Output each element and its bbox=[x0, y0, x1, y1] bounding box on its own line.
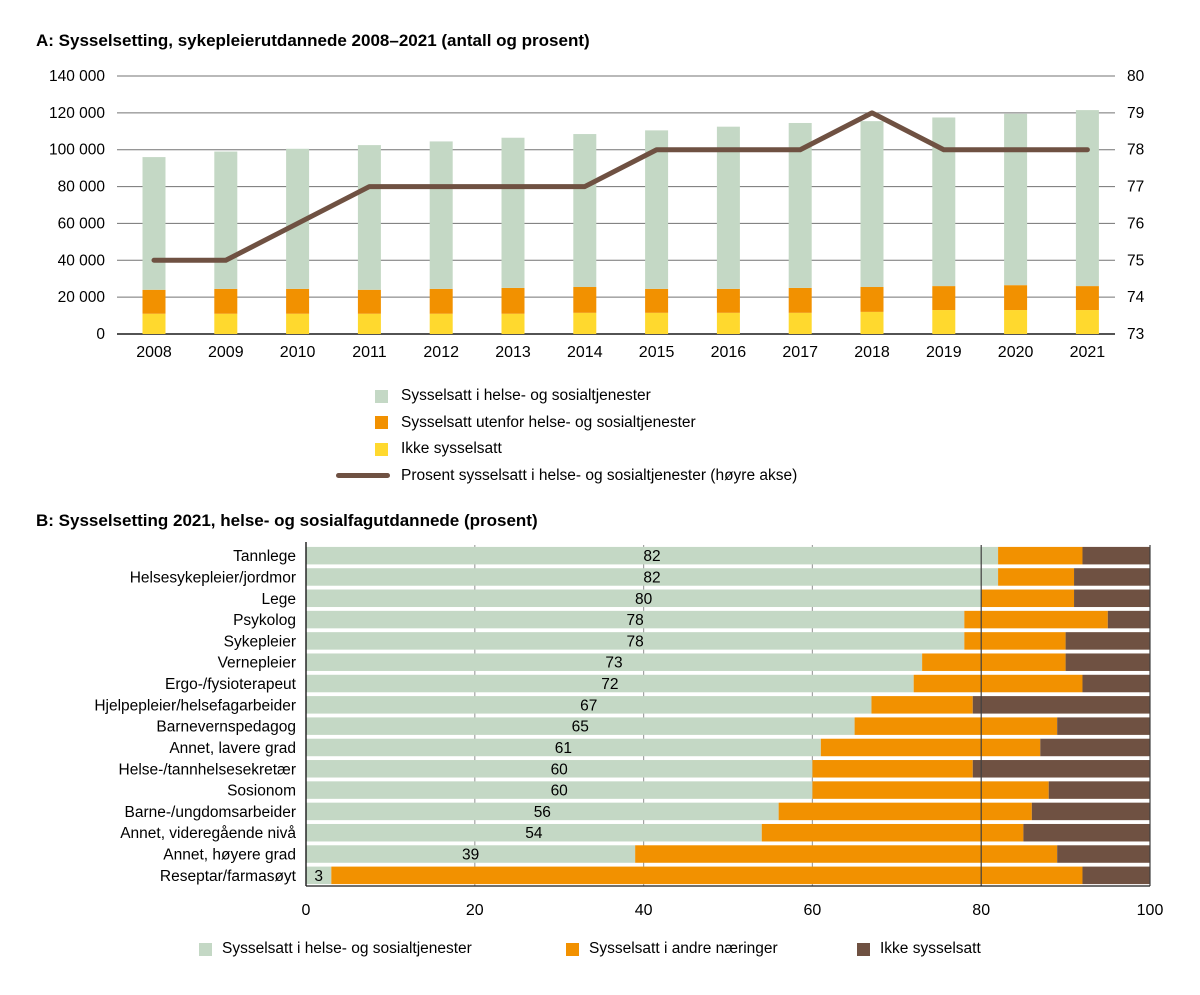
stacked-bar-segment bbox=[973, 696, 1150, 714]
stacked-bar-segment bbox=[331, 867, 1082, 885]
stacked-bar-segment bbox=[358, 145, 381, 290]
stacked-bar-segment bbox=[861, 121, 884, 287]
svg-text:60: 60 bbox=[550, 761, 568, 779]
svg-text:54: 54 bbox=[525, 825, 543, 843]
stacked-bar-segment bbox=[214, 289, 237, 314]
svg-text:80: 80 bbox=[1127, 68, 1145, 85]
svg-text:2016: 2016 bbox=[710, 344, 747, 361]
stacked-bar-segment bbox=[502, 138, 525, 288]
stacked-bar-segment bbox=[821, 739, 1040, 757]
stacked-bar-segment bbox=[1082, 867, 1150, 885]
stacked-bar-segment bbox=[1074, 590, 1150, 608]
svg-text:20: 20 bbox=[465, 902, 484, 919]
svg-text:2020: 2020 bbox=[997, 344, 1034, 361]
stacked-bar-segment bbox=[998, 568, 1074, 586]
stacked-bar-segment bbox=[932, 310, 955, 334]
stacked-bar-segment bbox=[573, 134, 596, 287]
chart-a-bars bbox=[143, 110, 1099, 334]
stacked-bar-segment bbox=[981, 590, 1074, 608]
svg-text:2011: 2011 bbox=[352, 344, 387, 361]
stacked-bar-segment bbox=[861, 287, 884, 312]
svg-text:Sykepleier: Sykepleier bbox=[223, 633, 296, 651]
chart-b-plot bbox=[94, 542, 1163, 919]
stacked-bar-segment bbox=[430, 141, 453, 288]
svg-text:78: 78 bbox=[1127, 141, 1145, 159]
stacked-bar-segment bbox=[1076, 110, 1099, 286]
legend-item bbox=[336, 463, 797, 490]
stacked-bar-segment bbox=[502, 314, 525, 334]
svg-text:2021: 2021 bbox=[1069, 344, 1106, 361]
svg-text:73: 73 bbox=[605, 654, 623, 672]
svg-text:2009: 2009 bbox=[208, 344, 244, 361]
stacked-bar-segment bbox=[143, 157, 166, 290]
stacked-bar-segment bbox=[214, 314, 237, 334]
stacked-bar-segment bbox=[430, 314, 453, 334]
svg-text:0: 0 bbox=[301, 902, 311, 919]
legend-label: Sysselsatt utenfor helse- og sosialtjenester bbox=[401, 413, 696, 431]
svg-text:Annet, høyere grad: Annet, høyere grad bbox=[163, 846, 296, 864]
svg-text:140 000: 140 000 bbox=[48, 68, 105, 85]
stacked-bar-segment bbox=[1076, 310, 1099, 334]
svg-text:56: 56 bbox=[533, 803, 551, 821]
stacked-bar-segment bbox=[1066, 653, 1150, 671]
chart-b-legend bbox=[0, 938, 1200, 960]
yellow-square-swatch-icon bbox=[375, 443, 388, 456]
svg-text:Barnevernspedagog: Barnevernspedagog bbox=[156, 718, 296, 736]
svg-text:Annet, videregående nivå: Annet, videregående nivå bbox=[120, 825, 296, 843]
green-square-swatch-icon bbox=[375, 390, 388, 403]
svg-text:80: 80 bbox=[972, 902, 991, 919]
legend-label: Ikke sysselsatt bbox=[880, 940, 981, 957]
svg-text:100 000: 100 000 bbox=[48, 141, 105, 159]
stacked-bar-segment bbox=[812, 760, 972, 778]
stacked-bar-segment bbox=[1040, 739, 1150, 757]
svg-text:82: 82 bbox=[643, 548, 661, 566]
stacked-bar-segment bbox=[861, 312, 884, 334]
svg-text:67: 67 bbox=[580, 697, 598, 715]
svg-text:2017: 2017 bbox=[782, 344, 818, 361]
orange-square-swatch-icon bbox=[566, 943, 579, 956]
legend-label: Ikke sysselsatt bbox=[401, 440, 502, 458]
stacked-bar-segment bbox=[932, 117, 955, 286]
stacked-bar-segment bbox=[143, 290, 166, 314]
svg-text:Annet, lavere grad: Annet, lavere grad bbox=[169, 739, 296, 757]
legend-item bbox=[336, 383, 797, 410]
svg-text:82: 82 bbox=[643, 569, 661, 587]
stacked-bar-segment bbox=[914, 675, 1083, 693]
stacked-bar-segment bbox=[1004, 310, 1027, 334]
stacked-bar-segment bbox=[573, 287, 596, 313]
svg-text:60: 60 bbox=[550, 782, 568, 800]
svg-text:Reseptar/farmasøyt: Reseptar/farmasøyt bbox=[159, 867, 296, 885]
stacked-bar-segment bbox=[789, 313, 812, 334]
svg-text:39: 39 bbox=[461, 846, 480, 864]
stacked-bar-segment bbox=[717, 289, 740, 313]
svg-text:40: 40 bbox=[634, 902, 653, 919]
orange-square-swatch-icon bbox=[375, 416, 388, 429]
stacked-bar-segment bbox=[1004, 285, 1027, 310]
stacked-bar-segment bbox=[214, 152, 237, 289]
svg-text:Vernepleier: Vernepleier bbox=[217, 654, 296, 672]
stacked-bar-segment bbox=[286, 314, 309, 334]
stacked-bar-segment bbox=[932, 286, 955, 310]
svg-text:Sosionom: Sosionom bbox=[227, 782, 296, 800]
stacked-bar-segment bbox=[964, 632, 1065, 650]
chart-b-title: B: Sysselsetting 2021, helse- og sosialfagutdannede (prosent) bbox=[36, 511, 538, 530]
stacked-bar-segment bbox=[635, 845, 1057, 863]
svg-text:Helsesykepleier/jordmor: Helsesykepleier/jordmor bbox=[129, 569, 296, 587]
svg-text:0: 0 bbox=[96, 326, 105, 343]
stacked-bar-segment bbox=[812, 781, 1048, 799]
stacked-bar-segment bbox=[1076, 286, 1099, 310]
svg-text:74: 74 bbox=[1127, 289, 1145, 307]
stacked-bar-segment bbox=[286, 289, 309, 314]
chart-b-bars bbox=[306, 547, 1150, 884]
stacked-bar-segment bbox=[358, 290, 381, 314]
chart-a-gridlines bbox=[117, 76, 1115, 334]
svg-text:2018: 2018 bbox=[854, 344, 890, 361]
svg-text:72: 72 bbox=[601, 676, 619, 694]
svg-text:100: 100 bbox=[1136, 902, 1164, 919]
svg-text:Barne-/ungdomsarbeider: Barne-/ungdomsarbeider bbox=[124, 803, 296, 821]
brown-square-swatch-icon bbox=[857, 943, 870, 956]
green-square-swatch-icon bbox=[199, 943, 212, 956]
svg-text:2019: 2019 bbox=[926, 344, 962, 361]
stacked-bar-segment bbox=[922, 653, 1065, 671]
legend-label: Sysselsatt i helse- og sosialtjenester bbox=[222, 940, 472, 957]
stacked-bar-segment bbox=[789, 288, 812, 313]
svg-text:Lege: Lege bbox=[261, 590, 296, 608]
svg-text:Ergo-/fysioterapeut: Ergo-/fysioterapeut bbox=[165, 676, 296, 694]
brown-line-swatch-icon bbox=[336, 473, 390, 478]
stacked-bar-segment bbox=[1074, 568, 1150, 586]
svg-text:2010: 2010 bbox=[279, 344, 316, 361]
legend-label: Sysselsatt i helse- og sosialtjenester bbox=[401, 387, 651, 405]
svg-text:61: 61 bbox=[554, 739, 573, 757]
svg-text:77: 77 bbox=[1127, 178, 1145, 196]
chart-a-right-axis-labels bbox=[1127, 68, 1145, 343]
legend-label: Prosent sysselsatt i helse- og sosialtjenester (høyre akse) bbox=[401, 466, 798, 484]
chart-a-left-axis-labels bbox=[49, 68, 105, 343]
stacked-bar-segment bbox=[1032, 803, 1150, 821]
stacked-bar-segment bbox=[143, 314, 166, 334]
svg-text:78: 78 bbox=[626, 612, 644, 630]
svg-text:2013: 2013 bbox=[495, 344, 531, 361]
svg-text:2015: 2015 bbox=[638, 344, 675, 361]
stacked-bar-segment bbox=[779, 803, 1032, 821]
stacked-bar-segment bbox=[1057, 717, 1150, 735]
svg-text:2014: 2014 bbox=[567, 344, 603, 361]
svg-text:20 000: 20 000 bbox=[57, 289, 105, 307]
stacked-bar-segment bbox=[1049, 781, 1150, 799]
stacked-bar-segment bbox=[1023, 824, 1150, 842]
stacked-bar-segment bbox=[1004, 114, 1027, 285]
svg-text:2008: 2008 bbox=[136, 344, 172, 361]
stacked-bar-segment bbox=[762, 824, 1024, 842]
stacked-bar-segment bbox=[430, 289, 453, 314]
svg-text:60 000: 60 000 bbox=[57, 215, 105, 233]
stacked-bar-segment bbox=[717, 313, 740, 334]
svg-text:2012: 2012 bbox=[423, 344, 459, 361]
chart-a-title: A: Sysselsetting, sykepleierutdannede 2008–2021 (antall og prosent) bbox=[36, 31, 590, 50]
stacked-bar-segment bbox=[964, 611, 1107, 629]
stacked-bar-segment bbox=[871, 696, 972, 714]
chart-a-legend bbox=[336, 383, 797, 489]
svg-text:60: 60 bbox=[803, 902, 822, 919]
stacked-bar-segment bbox=[358, 314, 381, 334]
svg-text:75: 75 bbox=[1127, 252, 1145, 270]
stacked-bar-segment bbox=[1057, 845, 1150, 863]
stacked-bar-segment bbox=[1082, 547, 1150, 565]
svg-text:79: 79 bbox=[1127, 104, 1145, 122]
stacked-bar-segment bbox=[1108, 611, 1150, 629]
svg-text:80: 80 bbox=[634, 590, 653, 608]
chart-b-x-axis-labels bbox=[302, 902, 1164, 919]
legend-item bbox=[857, 938, 981, 960]
chart-a-plot bbox=[49, 68, 1145, 361]
chart-b-category-labels bbox=[94, 548, 296, 885]
stacked-bar-segment bbox=[855, 717, 1058, 735]
stacked-bar-segment bbox=[998, 547, 1082, 565]
svg-text:Hjelpepleier/helsefagarbeider: Hjelpepleier/helsefagarbeider bbox=[94, 697, 296, 715]
svg-text:120 000: 120 000 bbox=[48, 104, 105, 122]
svg-text:73: 73 bbox=[1127, 326, 1145, 343]
svg-text:Tannlege: Tannlege bbox=[233, 548, 296, 566]
svg-text:80 000: 80 000 bbox=[57, 178, 105, 196]
svg-text:Helse-/tannhelsesekretær: Helse-/tannhelsesekretær bbox=[118, 761, 296, 779]
stacked-bar-segment bbox=[573, 313, 596, 334]
stacked-bar-segment bbox=[645, 313, 668, 334]
svg-text:65: 65 bbox=[571, 718, 589, 736]
stacked-bar-segment bbox=[1066, 632, 1150, 650]
svg-text:Psykolog: Psykolog bbox=[233, 612, 296, 630]
stacked-bar-segment bbox=[645, 289, 668, 313]
legend-label: Sysselsatt i andre næringer bbox=[589, 940, 778, 957]
svg-text:76: 76 bbox=[1127, 215, 1145, 233]
stacked-bar-segment bbox=[502, 288, 525, 314]
stacked-bar-segment bbox=[1082, 675, 1150, 693]
svg-text:78: 78 bbox=[626, 633, 644, 651]
stacked-bar-segment bbox=[973, 760, 1150, 778]
legend-item bbox=[336, 410, 797, 437]
legend-item bbox=[566, 938, 778, 960]
legend-item bbox=[336, 436, 797, 463]
svg-text:40 000: 40 000 bbox=[57, 252, 105, 270]
svg-text:3: 3 bbox=[314, 867, 323, 885]
chart-a-year-labels bbox=[136, 344, 1105, 361]
legend-item bbox=[199, 938, 472, 960]
